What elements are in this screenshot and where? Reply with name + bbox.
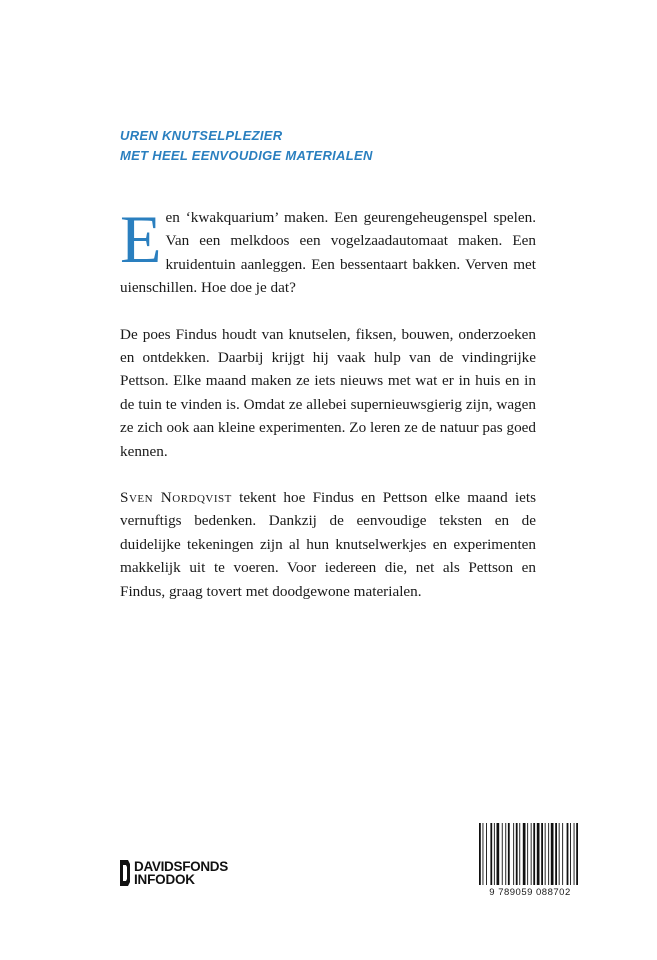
paragraph-author-text: tekent hoe Findus en Pettson elke maand iets vernuftigs bedenken. Dankzij de eenvoudige teksten en de duidelijke tekeningen zijn al hun knutselwerkjes en experimenten makkelijk uit te voeren. Voor iedereen die, net als Pettson en Findus, graag tovert met doodgewone materialen. xyxy=(120,489,537,600)
paragraph-author xyxy=(120,486,536,603)
tagline-line-1: UREN KNUTSELPLEZIER xyxy=(120,128,283,143)
blurb xyxy=(120,201,537,626)
paragraph-intro xyxy=(120,201,536,300)
tagline xyxy=(120,126,373,166)
author-name: Sven Nordqvist xyxy=(120,489,232,507)
drop-cap: E xyxy=(120,201,162,277)
paragraph-findus: De poes Findus houdt van knutselen, fiksen, bouwen, onderzoeken en ontdekken. Daarbij krijgt hij vaak hulp van de vindingrijke Pettson. Elke maand maken ze iets nieuws met wat er in huis en in de tuin te vinden is. Omdat ze allebei supernieuwsgierig zijn, wagen ze zich ook aan kleine experimenten. Zo leren ze de natuur pas goed kennen. xyxy=(120,325,536,460)
tagline-line-2: MET HEEL EENVOUDIGE MATERIALEN xyxy=(120,148,373,163)
publisher-name xyxy=(134,860,228,886)
publisher-line-2: INFODOK xyxy=(134,872,195,887)
isbn-number: 9 789059 088702 xyxy=(489,887,571,898)
barcode xyxy=(478,823,582,898)
barcode-icon xyxy=(478,823,582,885)
publisher-mark-icon xyxy=(118,858,132,888)
publisher-logo xyxy=(118,858,228,888)
paragraph-intro-text: en ‘kwakquarium’ maken. Een geurengeheugenspel spelen. Van een melkdoos een vogelzaadautomaat maken. Een kruidentuin aanleggen. Een bessentaart bakken. Verven met uienschillen. Hoe doe je dat? xyxy=(120,209,536,297)
publisher-line-1: DAVIDSFONDS xyxy=(134,859,228,874)
